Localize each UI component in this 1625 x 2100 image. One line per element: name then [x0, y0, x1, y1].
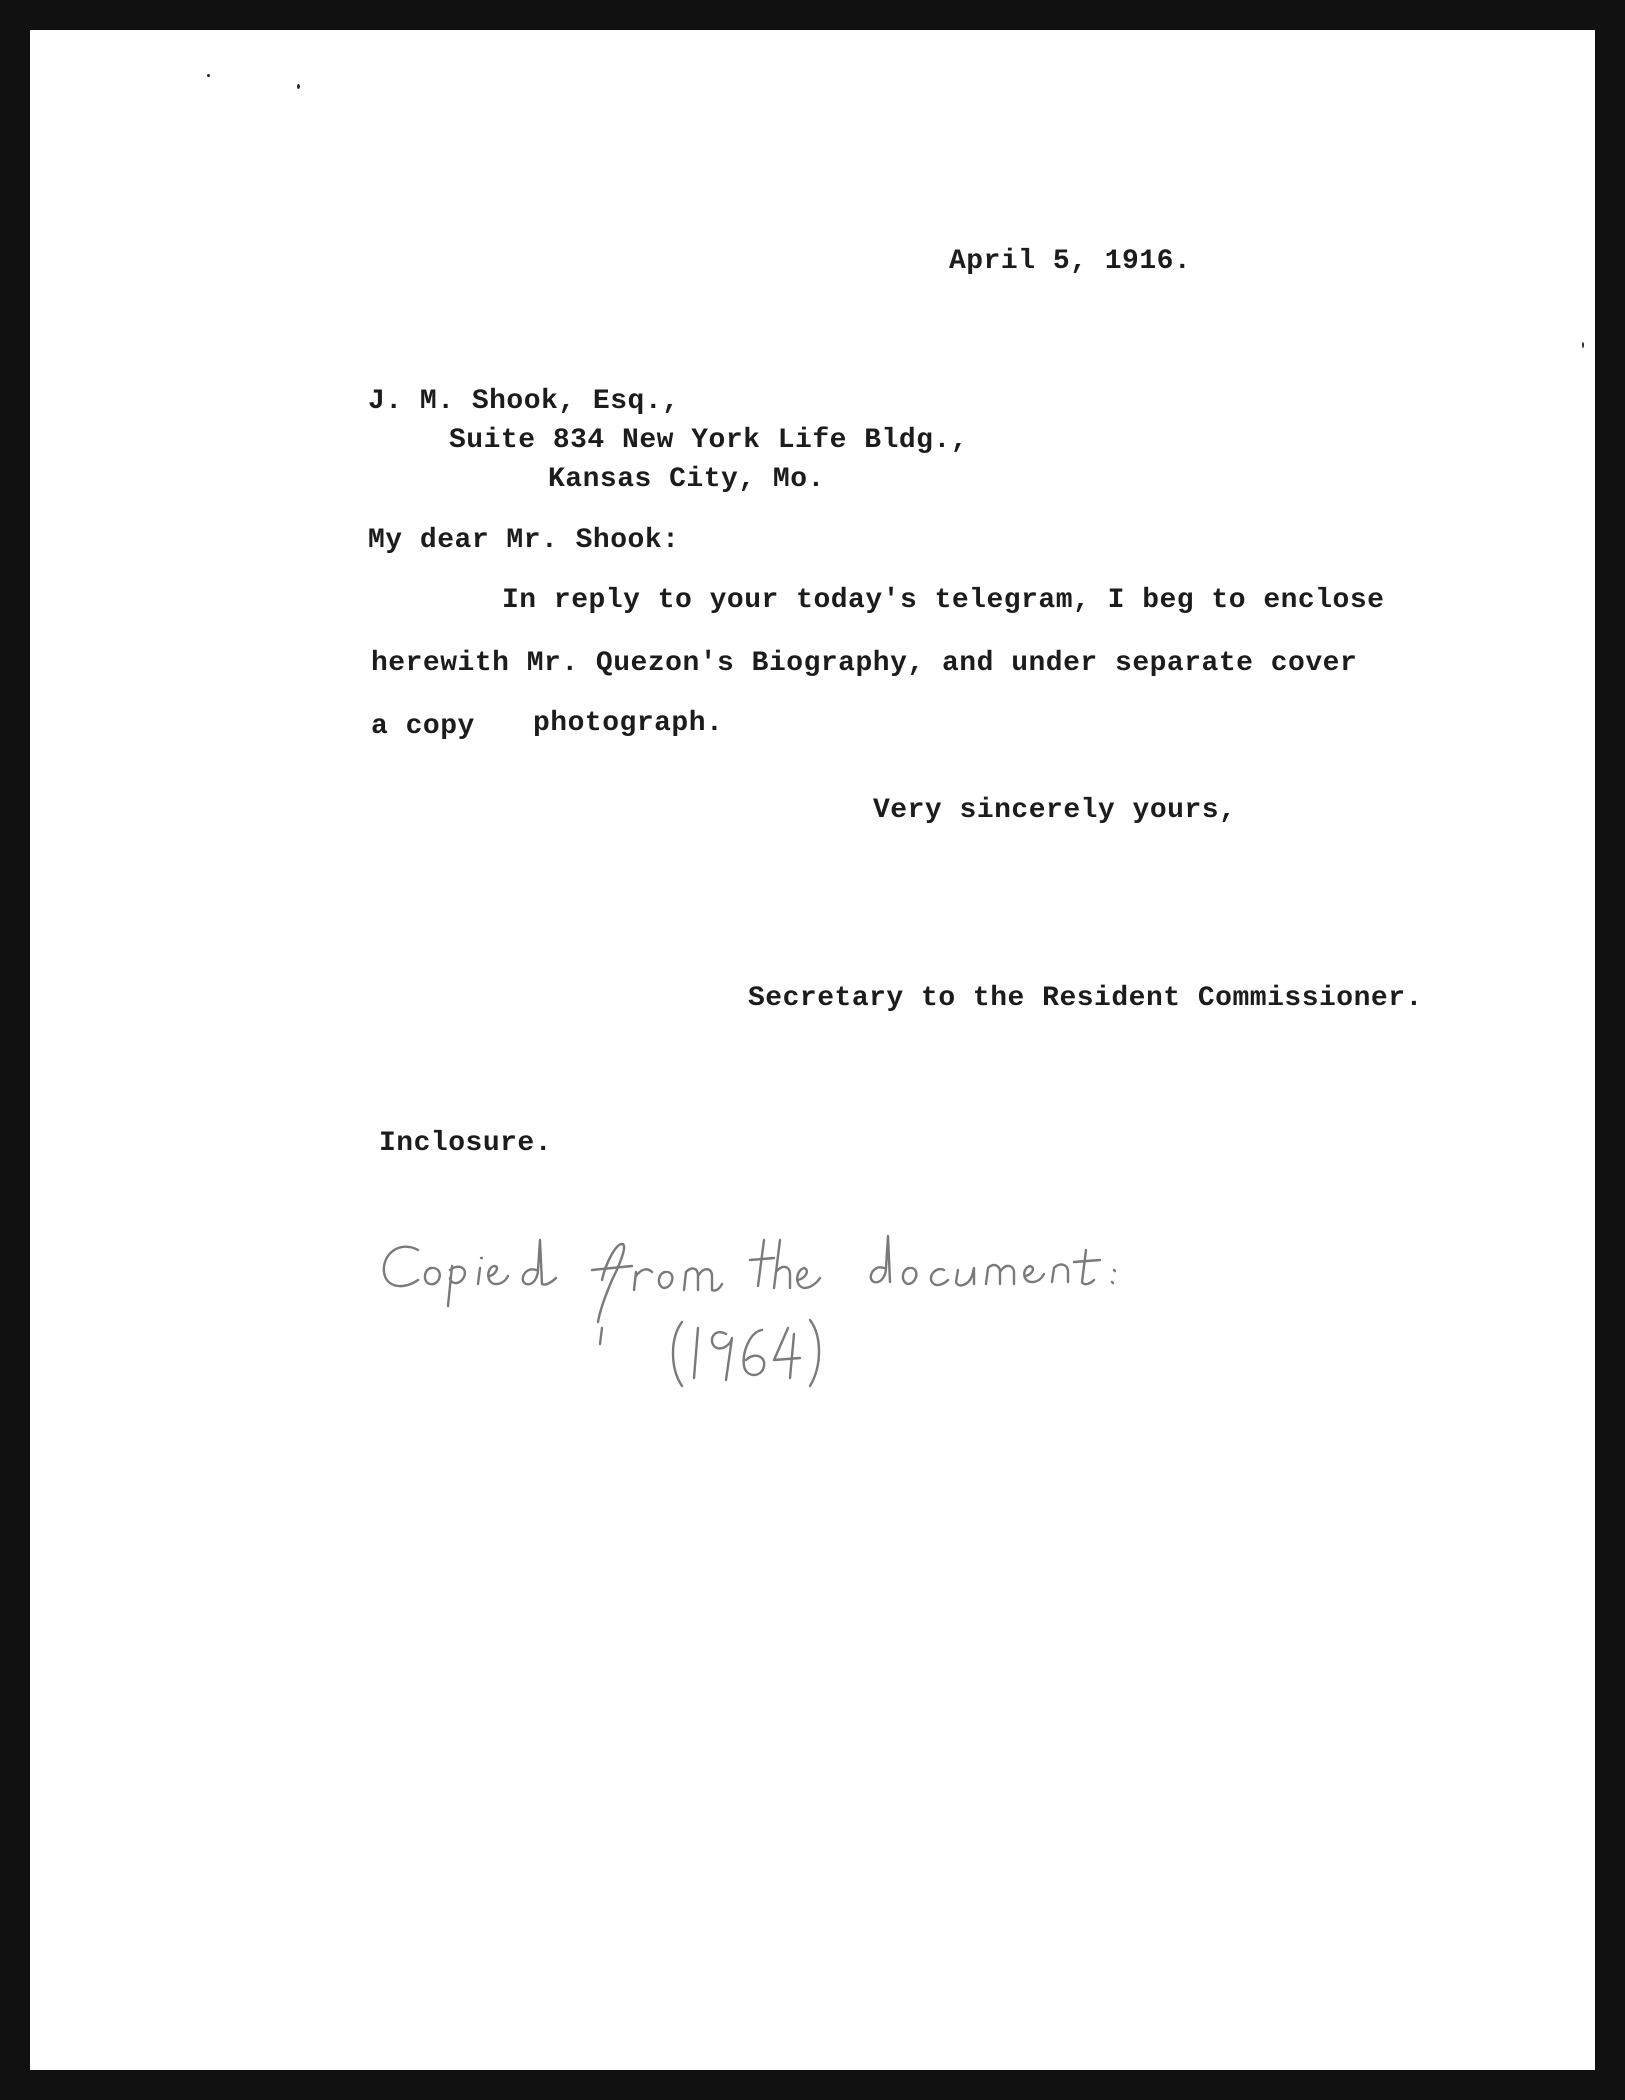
- addressee-suite: Suite 834 New York Life Bldg.,: [449, 425, 969, 456]
- closing: Very sincerely yours,: [873, 795, 1237, 826]
- salutation: My dear Mr. Shook:: [368, 525, 680, 556]
- body-line-3-part-1: a copy: [371, 711, 475, 742]
- paper-speck: [1582, 342, 1584, 348]
- paper-speck: [207, 74, 210, 77]
- handwritten-annotation: [370, 1210, 1190, 1410]
- addressee-city: Kansas City, Mo.: [548, 464, 825, 495]
- enclosure-note: Inclosure.: [379, 1128, 553, 1159]
- signature-title: Secretary to the Resident Commissioner.: [748, 983, 1423, 1014]
- addressee-name: J. M. Shook, Esq.,: [368, 386, 680, 417]
- letter-date: April 5, 1916.: [949, 246, 1192, 277]
- paper-speck: [297, 84, 300, 89]
- body-line-2: herewith Mr. Quezon's Biography, and under separate cover: [371, 648, 1358, 679]
- letter-page: [30, 30, 1595, 2070]
- body-line-3-part-2: photograph.: [533, 708, 724, 739]
- body-line-1: In reply to your today's telegram, I beg to enclose: [502, 585, 1385, 616]
